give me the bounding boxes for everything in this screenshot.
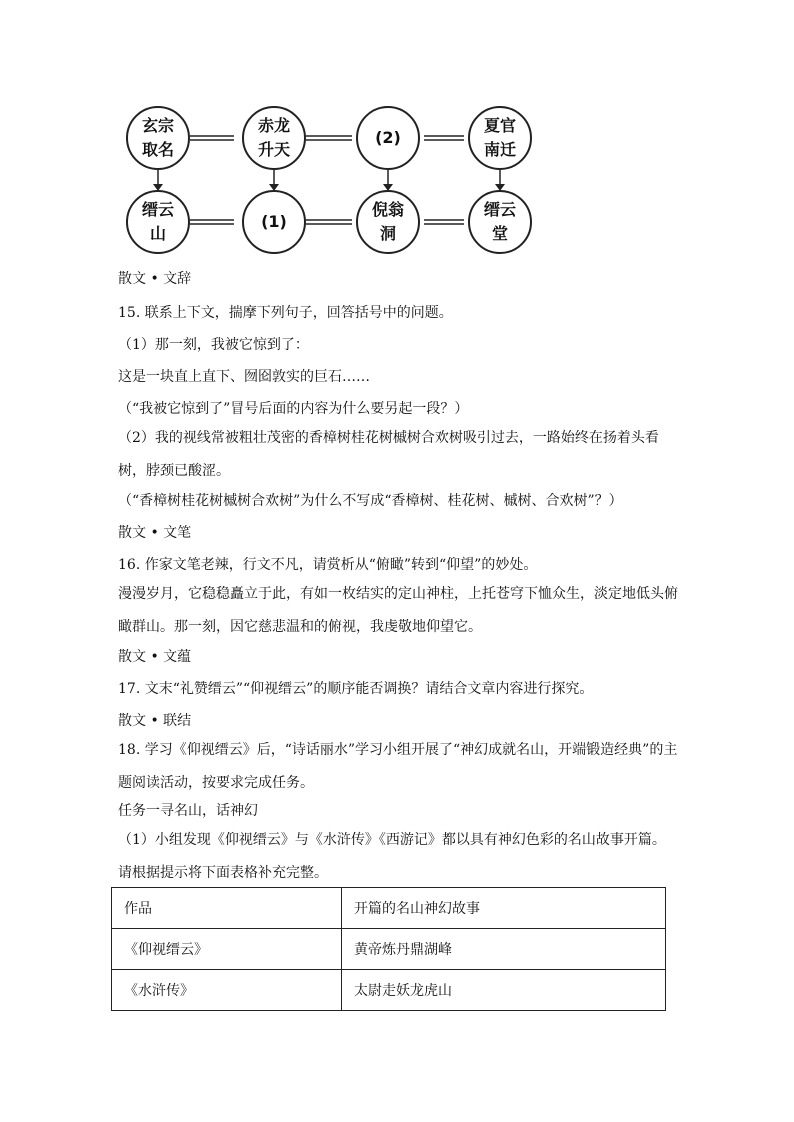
story-diagram — [118, 92, 538, 262]
diagram-node-top-2: 赤龙 升天 — [242, 106, 306, 170]
question-17: 17. 文末“礼赞缙云”“仰视缙云”的顺序能否调换？请结合文章内容进行探究。 — [118, 681, 594, 697]
table-cell: 《水浒传》 — [112, 970, 342, 1011]
question-15-1-note: （“我被它惊到了”冒号后面的内容为什么要另起一段？） — [118, 401, 469, 417]
question-18: 18. 学习《仰视缙云》后，“诗话丽水”学习小组开展了“神幻成就名山，开端锻造经典”的主题阅读活动，按要求完成任务。 — [118, 742, 678, 791]
question-16-text: 漫漫岁月，它稳稳矗立于此，有如一枚结实的定山神柱，上托苍穹下恤众生，淡定地低头俯瞰群山。那一刻，因它慈悲温和的俯视，我虔敬地仰望它。 — [118, 586, 678, 635]
table-cell: 黄帝炼丹鼎湖峰 — [342, 929, 666, 970]
table-header-row — [112, 888, 666, 929]
question-15-1-quote: 这是一块直上直下、囫囵敦实的巨石…… — [118, 369, 370, 385]
question-15: 15. 联系上下文，揣摩下列句子，回答括号中的问题。 — [118, 305, 453, 321]
task-1-1: （1）小组发现《仰视缙云》与《水浒传》《西游记》都以具有神幻色彩的名山故事开篇。请根据提示将下面表格补充完整。 — [118, 832, 666, 881]
diagram-node-bottom-2: (1) — [242, 190, 306, 254]
task-1: 任务一寻名山，话神幻 — [118, 803, 258, 819]
question-15-2: （2）我的视线常被粗壮茂密的香樟树桂花树槭树合欢树吸引过去，一路始终在扬着头看树，脖颈已酸涩。 — [118, 430, 659, 479]
diagram-node-top-3: (2) — [356, 106, 420, 170]
section-lianjie: 散文 • 联结 — [118, 713, 192, 729]
table-cell: 《仰视缙云》 — [112, 929, 342, 970]
question-15-2-note: （“香樟树桂花树槭树合欢树”为什么不写成“香樟树、桂花树、槭树、合欢树”？） — [118, 493, 623, 509]
diagram-node-bottom-4: 缙云 堂 — [468, 190, 532, 254]
table-cell: 太尉走妖龙虎山 — [342, 970, 666, 1011]
question-16: 16. 作家文笔老辣，行文不凡，请赏析从“俯瞰”转到“仰望”的妙处。 — [118, 557, 538, 573]
section-wenbi: 散文 • 文笔 — [118, 525, 192, 541]
works-table — [111, 887, 666, 1011]
table-header-cell: 开篇的名山神幻故事 — [342, 888, 666, 929]
question-15-1: （1）那一刻，我被它惊到了： — [118, 337, 309, 353]
section-wenci: 散文 • 文辞 — [118, 271, 192, 287]
diagram-node-bottom-3: 倪翁 洞 — [356, 190, 420, 254]
diagram-node-top-1: 玄宗 取名 — [126, 106, 190, 170]
diagram-node-top-4: 夏官 南迁 — [468, 106, 532, 170]
diagram-node-bottom-1: 缙云 山 — [126, 190, 190, 254]
table-row — [112, 970, 666, 1011]
table-header-cell: 作品 — [112, 888, 342, 929]
section-wenyun: 散文 • 文蕴 — [118, 649, 192, 665]
table-row — [112, 929, 666, 970]
